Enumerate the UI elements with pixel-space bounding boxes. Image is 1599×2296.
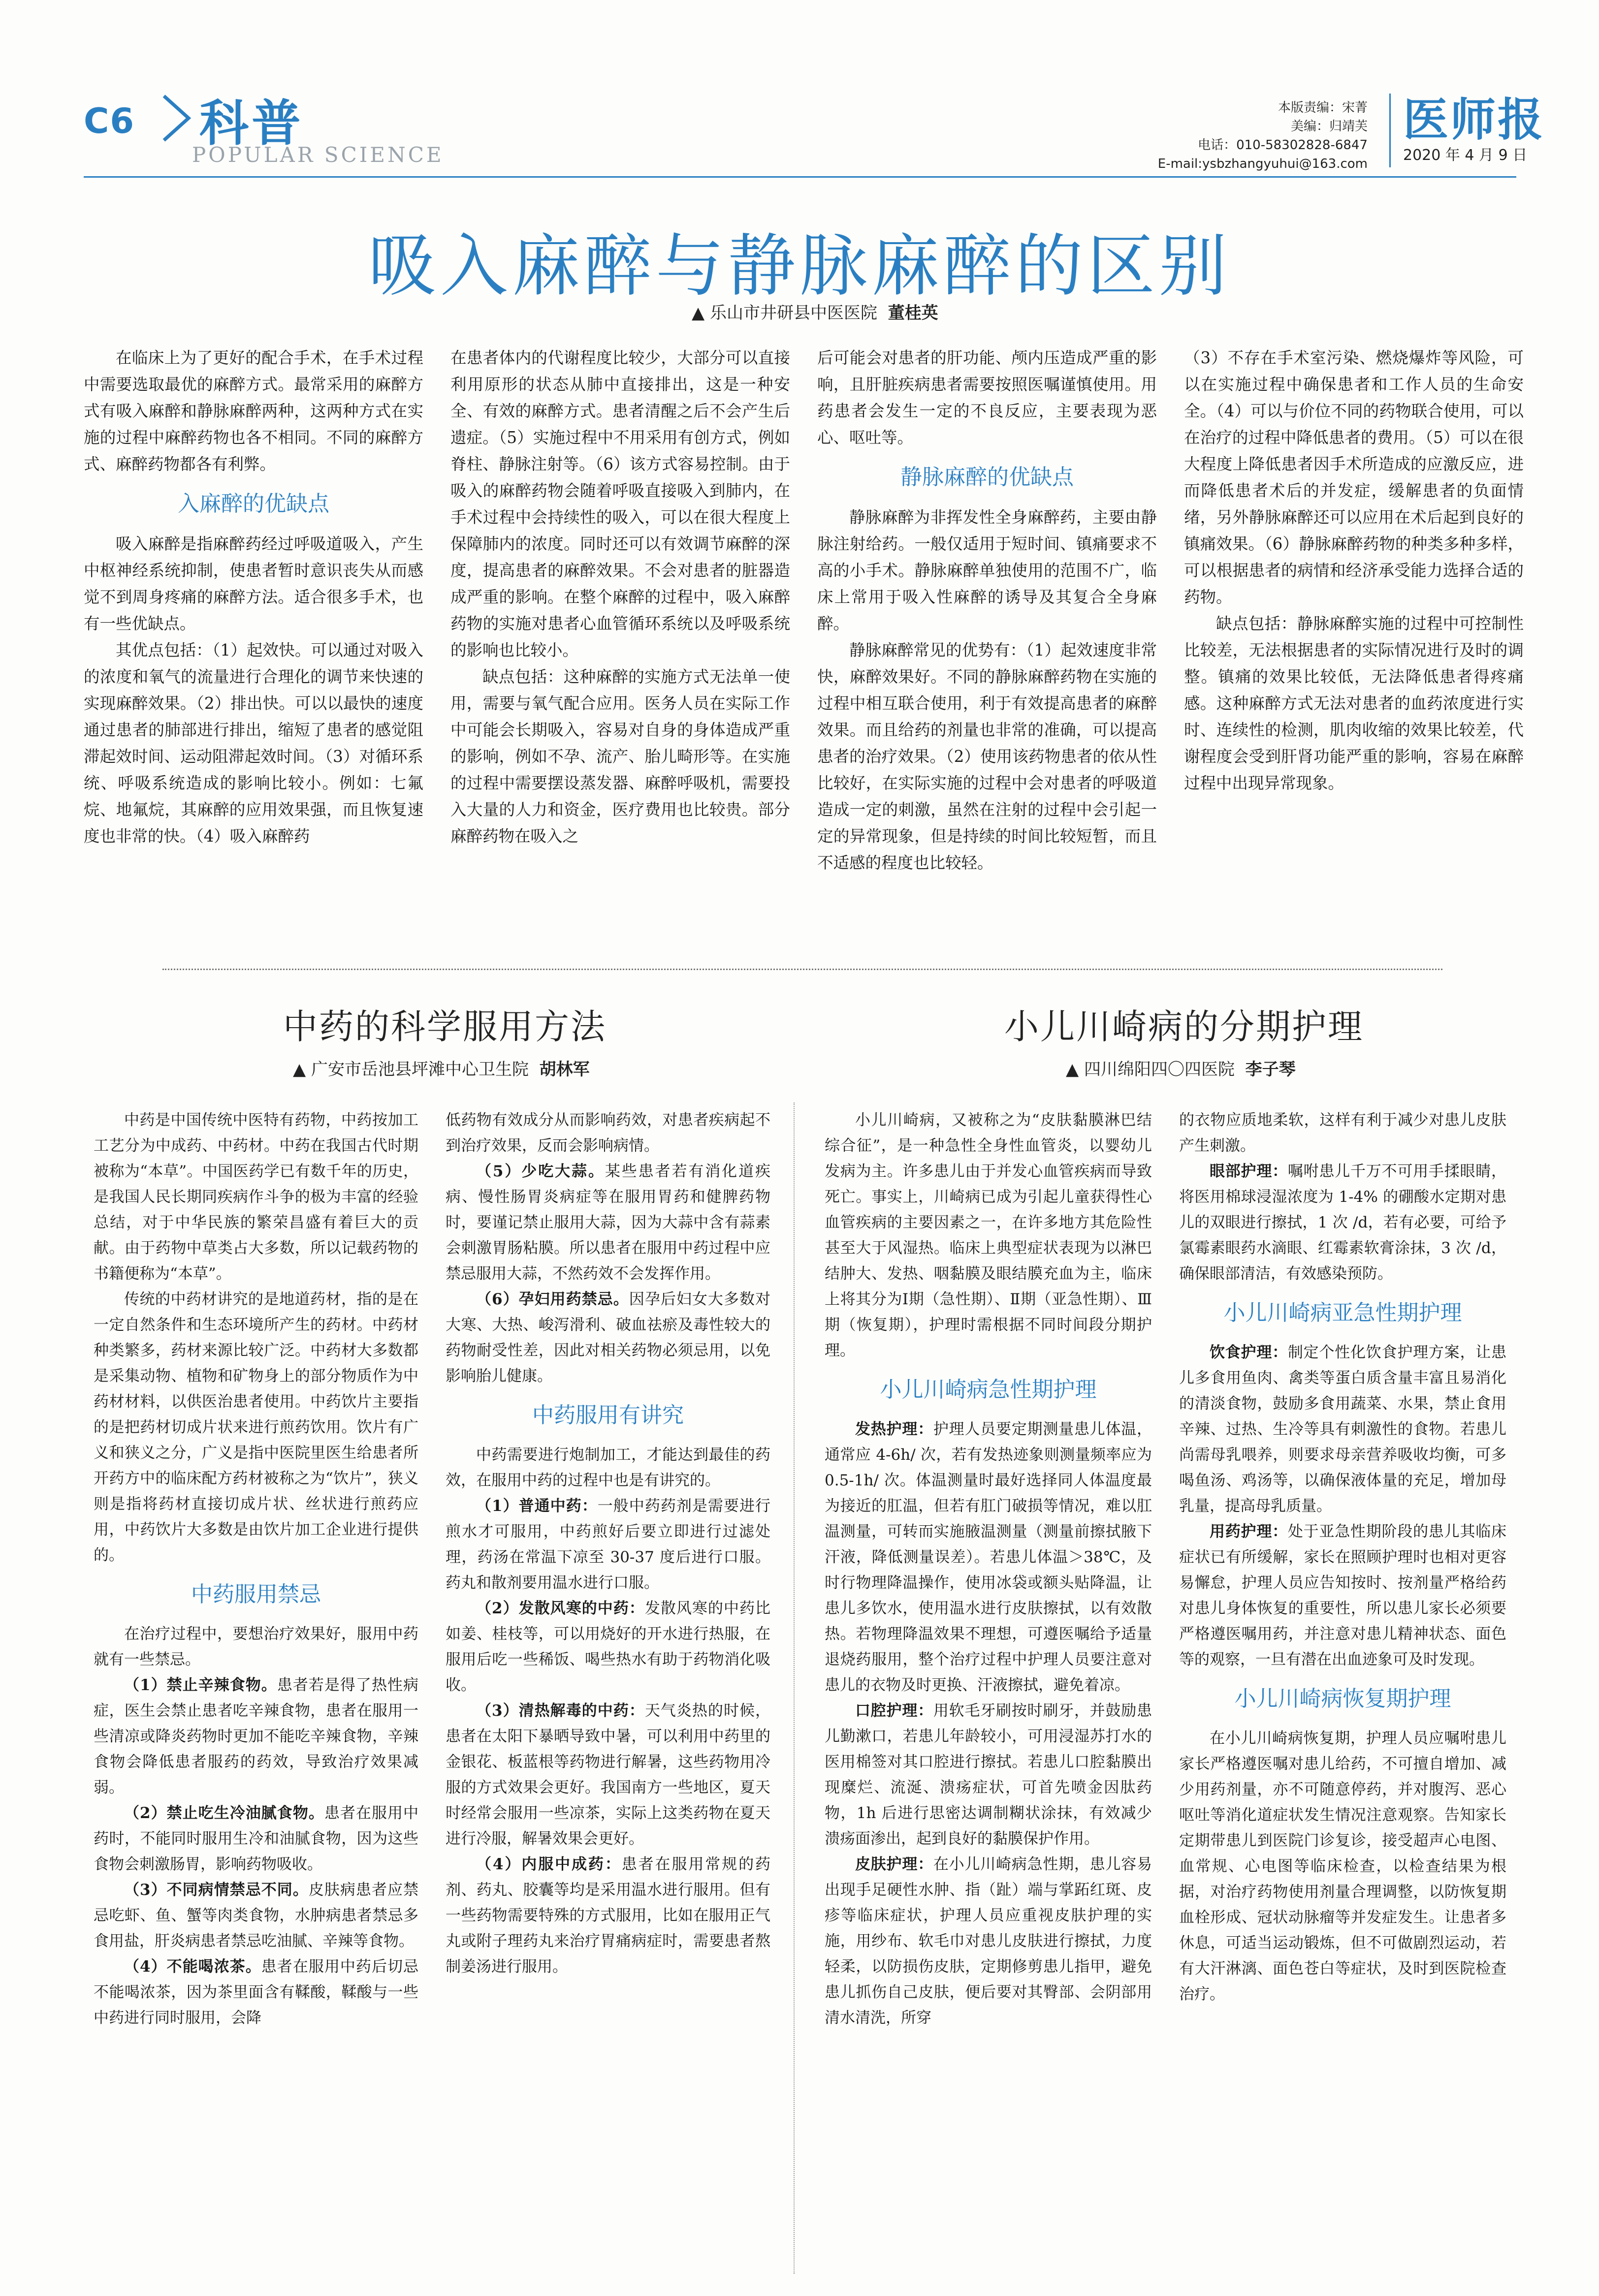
byline-source: ▲ 乐山市井研县中医医院 [692, 303, 877, 323]
item-text: 护理人员要定期测量患儿体温，通常应 4-6h/ 次，若有发热迹象则测量频率应为 0.5-1h/ 次。体温测量时最好选择同人体温度最为接近的肛温，但若有肛门破损等情况，难以肛温测量，可转而实施腋温测量（测量前擦拭腋下汗液，降低测量误差）。若患儿体温＞38℃，及时行物理降温操作，使用冰袋或额头贴降温，让患儿多饮水，使用温水进行皮肤擦拭，以有效散热。若物理降温效果不理想，可遵医嘱给予适量退烧药服用，整个治疗过程中护理人员要注意对患儿的衣物及时更换、汗液擦拭，避免着凉。 [825, 1420, 1152, 1694]
paragraph [1179, 1519, 1506, 1672]
item-text: 制定个性化饮食护理方案，让患儿多食用鱼肉、禽类等蛋白质含量丰富且易消化的清淡食物，鼓励多食用蔬菜、水果，禁止食用辛辣、过热、生冷等具有刺激性的食物。若患儿尚需母乳喂养，则要求母亲营养吸收均衡，可多喝鱼汤、鸡汤等，以确保液体量的充足，增加母乳量，提高母乳质量。 [1179, 1344, 1507, 1515]
article-title: 吸入麻醉与静脉麻醉的区别 [368, 226, 1231, 306]
section-heading: 入麻醉的优缺点 [178, 491, 329, 516]
byline-source: ▲ 四川绵阳四〇四医院 [1066, 1060, 1235, 1079]
paragraph: 其优点包括：（1）起效快。可以通过对吸入的浓度和氧气的流量进行合理化的调节来快速的实现麻醉效果。（2）排出快。可以以最快的速度通过患者的肺部进行排出，缩短了患者的感觉阻滞起效时间、运动阻滞起效时间。（3）对循环系统、呼吸系统造成的影响比较小。例如：七氟烷、地氟烷，其麻醉的应用效果强，而且恢复速度也非常的快。（4）吸入麻醉药 [84, 641, 423, 846]
editor: 本版责编：宋菁 [1278, 100, 1368, 115]
paragraph: 后可能会对患者的肝功能、颅内压造成严重的影响，且肝脏疾病患者需要按照医嘱谨慎使用。用药患者会发生一定的不良反应，主要表现为恶心、呕吐等。 [817, 348, 1157, 447]
item-text: 患者在服用中药后切忌不能喝浓茶，因为茶里面含有鞣酸，鞣酸与一些中药进行同时服用，会降 [94, 1958, 418, 2027]
section-title: 科普 [199, 94, 304, 152]
paragraph: 在临床上为了更好的配合手术，在手术过程中需要选取最优的麻醉方式。最常采用的麻醉方式有吸入麻醉和静脉麻醉两种，这两种方式在实施的过程中麻醉药物也各不相同。不同的麻醉方式、麻醉药物都各有利弊。 [84, 348, 423, 473]
section-heading: 中药服用有讲究 [532, 1403, 684, 1428]
paragraph [825, 1852, 1152, 2031]
chevron-right-icon [160, 94, 194, 143]
section-divider [162, 969, 1442, 970]
section-heading: 小儿川崎病亚急性期护理 [1223, 1300, 1462, 1325]
item-label: （4）内服中成药： [476, 1856, 622, 1873]
newspaper-logo: 医师报 [1403, 93, 1545, 146]
article-column [84, 345, 423, 849]
article-column [1179, 1107, 1506, 2007]
item-text: 一般中药药剂是需要进行煎水才可服用，中药煎好后要立即进行过滤处理，药汤在常温下凉至 30-37 度后进行口服。药丸和散剂要用温水进行口服。 [446, 1497, 770, 1592]
paragraph [446, 1596, 770, 1698]
article-column [1184, 345, 1524, 796]
header-rule [84, 176, 1516, 178]
paragraph: 中药需要进行炮制加工，才能达到最佳的药效，在服用中药的过程中也是有讲究的。 [446, 1446, 770, 1489]
paragraph: 缺点包括：这种麻醉的实施方式无法单一使用，需要与氧气配合应用。医务人员在实际工作中可能会长期吸入，容易对自身的身体造成严重的影响，例如不孕、流产、胎儿畸形等。在实施的过程中需要摆设蒸发器、麻醉呼吸机，需要投入大量的人力和资金，医疗费用也比较贵。部分麻醉药物在吸入之 [450, 667, 790, 846]
section-heading: 静脉麻醉的优缺点 [900, 465, 1074, 490]
paragraph [1179, 1340, 1506, 1519]
paragraph: 静脉麻醉为非挥发性全身麻醉药，主要由静脉注射给药。一般仅适用于短时间、镇痛要求不高的小手术。静脉麻醉单独使用的范围不广，临床上常用于吸入性麻醉的诱导及其复合全身麻醉。 [817, 508, 1157, 633]
paragraph [94, 1954, 418, 2031]
item-label: 用药护理： [1210, 1523, 1288, 1541]
item-text: 用软毛牙刷按时刷牙，并鼓励患儿勤漱口，若患儿年龄较小，可用浸湿苏打水的医用棉签对其口腔进行擦拭。若患儿口腔黏膜出现糜烂、流涎、溃疡症状，可首先喷金因肽药物，1h 后进行思密达调制糊状涂抹，有效减少溃疡面渗出，起到良好的黏膜保护作用。 [825, 1702, 1152, 1848]
paragraph [446, 1287, 770, 1389]
editor-info [1158, 98, 1368, 173]
paragraph: 低药物有效成分从而影响药效，对患者疾病起不到治疗效果，反而会影响病情。 [446, 1111, 770, 1155]
paragraph [825, 1416, 1152, 1698]
article-column [450, 345, 790, 849]
article-column [94, 1107, 418, 2031]
email: E-mail:ysbzhangyuhui@163.com [1157, 157, 1368, 171]
item-label: （2）禁止吃生冷油腻食物。 [124, 1804, 324, 1822]
paragraph: （3）不存在手术室污染、燃烧爆炸等风险，可以在实施过程中确保患者和工作人员的生命安全。（4）可以与价位不同的药物联合使用，可以在治疗的过程中降低患者的费用。（5）可以在很大程度上降低患者因手术所造成的应激反应，进而降低患者术后的并发症，缓解患者的负面情绪，另外静脉麻醉还可以应用在术后起到良好的镇痛效果。（6）静脉麻醉药物的种类多种多样，可以根据患者的病情和经济承受能力选择合适的药物。 [1184, 348, 1524, 606]
header-divider [1389, 94, 1391, 167]
byline-source: ▲ 广安市岳池县坪滩中心卫生院 [293, 1060, 529, 1079]
section-heading: 小儿川崎病恢复期护理 [1234, 1686, 1451, 1711]
paragraph [446, 1159, 770, 1287]
paragraph: 缺点包括：静脉麻醉实施的过程中可控制性比较差，无法根据患者的实际情况进行及时的调整。镇痛的效果比较低，无法降低患者得疼痛感。这种麻醉方式无法对患者的血药浓度进行实时、连续性的检测，肌肉收缩的效果比较差，代谢程度会受到肝肾功能严重的影响，容易在麻醉过程中出现异常现象。 [1184, 614, 1524, 792]
paragraph: 在小儿川崎病恢复期，护理人员应嘱咐患儿家长严格遵医嘱对患儿给药，不可擅自增加、减少用药剂量，亦不可随意停药，并对腹泻、恶心呕吐等消化道症状发生情况注意观察。告知家长定期带患儿到医院门诊复诊，接受超声心电图、血常规、心电图等临床检查，以检查结果为根据，对治疗药物使用剂量合理调整，以防恢复期血栓形成、冠状动脉瘤等并发症发生。让患者多休息，可适当运动锻炼，但不可做剧烈运动，若有大汗淋漓、面色苍白等症状，及时到医院检查治疗。 [1179, 1730, 1506, 2003]
paragraph [446, 1698, 770, 1852]
item-label: （1）普通中药： [476, 1497, 598, 1515]
item-text: 嘱咐患儿千万不可用手揉眼睛，将医用棉球浸湿浓度为 1-4% 的硼酸水定期对患儿的双眼进行擦拭，1 次 /d，若有必要，可给予氯霉素眼药水滴眼、红霉素软膏涂抹，3 次 /d，确保眼部清洁，有效感染预防。 [1179, 1163, 1507, 1283]
section-heading: 中药服用禁忌 [191, 1582, 321, 1607]
item-text: 处于亚急性期阶段的患儿其临床症状已有所缓解，家长在照顾护理时也相对更容易懈怠，护理人员应告知按时、按剂量严格给药对患儿身体恢复的重要性，所以患儿家长必须要严格遵医嘱用药，并注意对患儿精神状态、面色等的观察，一旦有潜在出血迹象可及时发现。 [1179, 1523, 1507, 1668]
item-text: 患者在服用中药时，不能同时服用生冷和油腻食物，因为这些食物会刺激肠胃，影响药物吸收。 [94, 1804, 418, 1873]
item-label: （4）不能喝浓茶。 [124, 1958, 261, 1976]
paragraph: 静脉麻醉常见的优势有：（1）起效速度非常快，麻醉效果好。不同的静脉麻醉药物在实施的过程中相互联合使用，利于有效提高患者的麻醉效果。而且给药的剂量也非常的准确，可以提高患者的治疗效果。（2）使用该药物患者的依从性比较好，在实际实施的过程中会对患者的呼吸道造成一定的刺激，虽然在注射的过程中会引起一定的异常现象，但是持续的时间比较短暂，而且不适感的程度也比较轻。 [817, 641, 1157, 872]
paragraph [94, 1672, 418, 1800]
paragraph: 吸入麻醉是指麻醉药经过呼吸道吸入，产生中枢神经系统抑制，使患者暂时意识丧失从而感觉不到周身疼痛的麻醉方法。适合很多手术，也有一些优缺点。 [84, 535, 423, 633]
paragraph [94, 1800, 418, 1877]
byline-author: 胡林军 [539, 1060, 590, 1079]
page-number: C6 [84, 101, 135, 141]
item-text: 皮肤病患者应禁忌吃虾、鱼、蟹等肉类食物，水肿病患者禁忌多食用盐，肝炎病患者禁忌吃油腻、辛辣等食物。 [94, 1881, 418, 1950]
item-text: 在小儿川崎病急性期，患儿容易出现手足硬性水肿、指（趾）端与掌跖红斑、皮疹等临床症状，护理人员应重视皮肤护理的实施，用纱布、软毛巾对患儿皮肤进行擦拭，力度轻柔，以防损伤皮肤，定期修剪患儿指甲，避免患儿抓伤自己皮肤，便后要对其臀部、会阴部用清水清洗，所穿 [825, 1856, 1152, 2027]
phone: 电话：010-58302828-6847 [1198, 138, 1368, 153]
byline-author: 李子琴 [1245, 1060, 1296, 1079]
article-title: 中药的科学服用方法 [283, 1006, 607, 1047]
section-heading: 小儿川崎病急性期护理 [880, 1377, 1097, 1402]
item-label: 眼部护理： [1210, 1163, 1288, 1180]
column-separator [794, 1102, 795, 2274]
byline-author: 董桂英 [888, 303, 938, 323]
article-column [817, 345, 1157, 876]
item-text: 某些患者若有消化道疾病、慢性肠胃炎病症等在服用胃药和健脾药物时，要谨记禁止服用大蒜，因为大蒜中含有蒜素会刺激胃肠粘膜。所以患者在服用中药过程中应禁忌服用大蒜，不然药效不会发挥作用。 [446, 1163, 770, 1283]
article-column [825, 1107, 1152, 2031]
article-byline [293, 1056, 590, 1080]
item-label: （1）禁止辛辣食物。 [124, 1676, 277, 1694]
issue-date: 2020 年 4 月 9 日 [1403, 147, 1528, 164]
article-column [446, 1107, 770, 1980]
item-label: （2）发散风寒的中药： [476, 1600, 645, 1617]
paragraph [446, 1852, 770, 1980]
paragraph: 中药是中国传统中医特有药物，中药按加工工艺分为中成药、中药材。中药在我国古代时期被称为“本草”。中国医药学已有数千年的历史，是我国人民长期同疾病作斗争的极为丰富的经验总结，对于中华民族的繁荣昌盛有着巨大的贡献。由于药物中草类占大多数，所以记载药物的书籍便称为“本草”。 [94, 1111, 418, 1283]
item-label: （3）不同病情禁忌不同。 [124, 1881, 309, 1899]
paragraph: 在治疗过程中，要想治疗效果好，服用中药就有一些禁忌。 [94, 1625, 418, 1668]
paragraph [94, 1877, 418, 1954]
article-title: 小儿川崎病的分期护理 [1004, 1006, 1364, 1047]
paragraph [1179, 1159, 1506, 1287]
paragraph: 传统的中药材讲究的是地道药材，指的是在一定自然条件和生态环境所产生的药材。中药材种类繁多，药材来源比较广泛。中药材大多数都是采集动物、植物和矿物身上的部分物质作为中药材材料，以供医治患者使用。中药饮片主要指的是把药材切成片状来进行煎药饮用。饮片有广义和狭义之分，广义是指中医院里医生给患者所开药方中的临床配方药材被称之为“饮片”，狭义则是指将药材直接切成片状、丝状进行煎药应用，中药饮片大多数是由饮片加工企业进行提供的。 [94, 1290, 418, 1564]
paragraph [825, 1698, 1152, 1852]
paragraph: 的衣物应质地柔软，这样有利于减少对患儿皮肤产生刺激。 [1179, 1111, 1506, 1155]
item-label: （3）清热解毒的中药： [476, 1702, 645, 1720]
item-text: 患者在服用常规的药剂、药丸、胶囊等均是采用温水进行服用。但有一些药物需要特殊的方式服用，比如在服用正气丸或附子理药丸来治疗胃痛病症时，需要患者熬制姜汤进行服用。 [446, 1856, 770, 1976]
article-byline [692, 299, 938, 323]
item-label: 发热护理： [855, 1420, 933, 1438]
designer: 美编：归靖芙 [1290, 119, 1368, 134]
article-byline [1066, 1056, 1296, 1080]
item-label: 饮食护理： [1210, 1344, 1288, 1361]
item-text: 患者若是得了热性病症，医生会禁止患者吃辛辣食物，患者在服用一些清凉或降炎药物时更加不能吃辛辣食物，辛辣食物会降低患者服药的药效，导致治疗效果减弱。 [94, 1676, 418, 1796]
item-label: 皮肤护理： [855, 1856, 933, 1873]
paragraph: 小儿川崎病，又被称之为“皮肤黏膜淋巴结综合征”，是一种急性全身性血管炎，以婴幼儿发病为主。许多患儿由于并发心血管疾病而导致死亡。事实上，川崎病已成为引起儿童获得性心血管疾病的主要因素之一，在许多地方其危险性甚至大于风湿热。临床上典型症状表现为以淋巴结肿大、发热、咽黏膜及眼结膜充血为主，临床上将其分为Ⅰ期（急性期）、Ⅱ期（亚急性期）、Ⅲ期（恢复期），护理时需根据不同时间段分期护理。 [825, 1111, 1152, 1359]
item-label: 口腔护理： [855, 1702, 933, 1720]
item-text: 因孕后妇女大多数对大寒、大热、峻泻滑利、破血祛瘀及毒性较大的药物耐受性差，因此对相关药物必须忌用，以免影响胎儿健康。 [446, 1290, 770, 1385]
section-subtitle: POPULAR SCIENCE [192, 143, 444, 167]
paragraph [446, 1493, 770, 1596]
item-text: 发散风寒的中药比如姜、桂枝等，可以用烧好的开水进行热服，在服用后吃一些稀饭、喝些热水有助于药物消化吸收。 [446, 1600, 770, 1694]
item-text: 天气炎热的时候，患者在太阳下暴晒导致中暑，可以利用中药里的金银花、板蓝根等药物进行解暑，这些药物用冷服的方式效果会更好。我国南方一些地区，夏天时经常会服用一些凉茶，实际上这类药物在夏天进行冷服，解暑效果会更好。 [446, 1702, 770, 1848]
paragraph: 在患者体内的代谢程度比较少，大部分可以直接利用原形的状态从肺中直接排出，这是一种安全、有效的麻醉方式。患者清醒之后不会产生后遗症。（5）实施过程中不用采用有创方式，例如脊柱、静脉注射等。（6）该方式容易控制。由于吸入的麻醉药物会随着呼吸直接吸入到肺内，在手术过程中会持续性的吸入，可以在很大程度上保障肺内的浓度。同时还可以有效调节麻醉的深度，提高患者的麻醉效果。不会对患者的脏器造成严重的影响。在整个麻醉的过程中，吸入麻醉药物的实施对患者心血管循环系统以及呼吸系统的影响也比较小。 [450, 348, 790, 660]
item-label: （5）少吃大蒜。 [476, 1163, 605, 1180]
item-label: （6）孕妇用药禁忌。 [476, 1290, 629, 1308]
